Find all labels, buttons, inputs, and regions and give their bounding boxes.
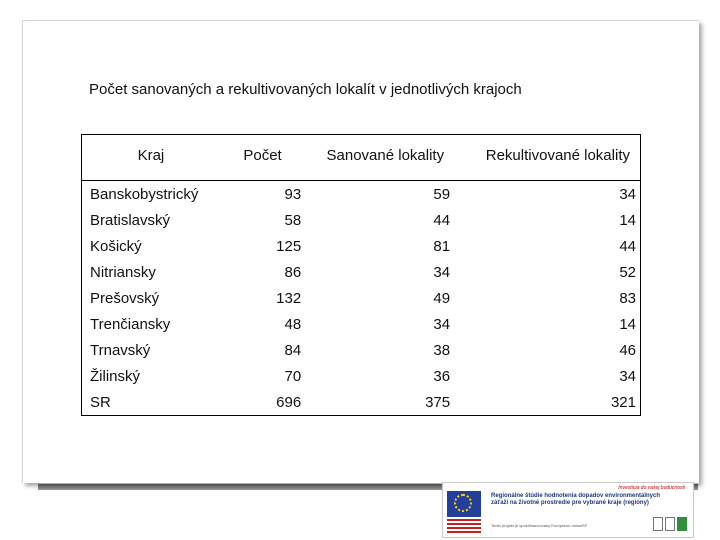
header-pocet: Počet bbox=[220, 135, 305, 181]
table-row bbox=[82, 285, 641, 311]
cell-sanovane: 44 bbox=[433, 211, 451, 229]
cell-kraj: Košický bbox=[90, 237, 142, 255]
cell-pocet: 84 bbox=[284, 341, 302, 359]
cell-rekultivovane: 44 bbox=[619, 237, 636, 255]
footer-icons bbox=[653, 517, 687, 531]
cell-sanovane: 81 bbox=[433, 237, 451, 255]
footer-project-line2: záťaží na životné prostredie pre vybrané kraje (regióny) bbox=[491, 500, 649, 506]
cell-sanovane: 49 bbox=[433, 289, 451, 307]
cell-kraj: SR bbox=[82, 389, 220, 416]
table-row bbox=[82, 233, 641, 259]
cell-kraj: Bratislavský bbox=[90, 211, 171, 229]
table-header-row bbox=[82, 135, 641, 181]
eu-flag-icon bbox=[447, 491, 481, 517]
data-table bbox=[81, 134, 641, 416]
cell-pocet: 70 bbox=[284, 367, 302, 385]
cell-sanovane: 375 bbox=[305, 389, 454, 416]
cell-rekultivovane: 46 bbox=[619, 341, 636, 359]
header-kraj: Kraj bbox=[82, 135, 220, 181]
cell-rekultivovane: 14 bbox=[619, 315, 636, 333]
cell-rekultivovane: 52 bbox=[619, 263, 636, 281]
cell-rekultivovane: 34 bbox=[619, 367, 636, 385]
table-row bbox=[82, 181, 641, 208]
table-row bbox=[82, 311, 641, 337]
footer-funding-note: Tento projekt je spolufinancovaný Európskou úniou/KF bbox=[491, 523, 588, 528]
ap-logo-icon bbox=[665, 517, 675, 531]
cell-rekultivovane: 83 bbox=[619, 289, 636, 307]
cell-rekultivovane: 321 bbox=[454, 389, 640, 416]
table-row bbox=[82, 363, 641, 389]
cell-pocet: 86 bbox=[284, 263, 302, 281]
footer-project-title bbox=[491, 493, 681, 507]
table-total-row bbox=[82, 389, 641, 416]
footer-tagline: Investícia do vašej budúcnosti bbox=[618, 485, 685, 491]
op-logo-icon bbox=[653, 517, 663, 531]
header-rekultivovane: Rekultivované lokality bbox=[454, 135, 640, 181]
cell-rekultivovane: 14 bbox=[619, 211, 636, 229]
footer-logo-panel bbox=[442, 482, 694, 538]
stripes-decoration bbox=[447, 519, 481, 533]
table-row bbox=[82, 207, 641, 233]
table-row bbox=[82, 259, 641, 285]
cell-kraj: Žilinský bbox=[90, 367, 141, 385]
cell-pocet: 58 bbox=[284, 211, 302, 229]
cell-sanovane: 36 bbox=[433, 367, 451, 385]
page-title: Počet sanovaných a rekultivovaných lokalít v jednotlivých krajoch bbox=[89, 81, 522, 98]
cell-pocet: 132 bbox=[276, 289, 302, 307]
header-sanovane: Sanované lokality bbox=[305, 135, 454, 181]
cell-sanovane: 34 bbox=[433, 263, 451, 281]
cell-pocet: 93 bbox=[284, 185, 302, 203]
cell-sanovane: 59 bbox=[433, 185, 451, 203]
cell-pocet: 696 bbox=[220, 389, 305, 416]
cell-kraj: Trnavský bbox=[90, 341, 151, 359]
cell-rekultivovane: 34 bbox=[619, 185, 636, 203]
cell-sanovane: 34 bbox=[433, 315, 451, 333]
footer-project-line1: Regionálne štúdie hodnotenia dopadov environmentálnych bbox=[491, 493, 661, 499]
cell-pocet: 125 bbox=[276, 237, 302, 255]
cell-sanovane: 38 bbox=[433, 341, 451, 359]
table-row bbox=[82, 337, 641, 363]
cell-kraj: Trenčiansky bbox=[90, 315, 171, 333]
sk-logo-icon bbox=[677, 517, 687, 531]
cell-kraj: Banskobystrický bbox=[90, 185, 199, 203]
cell-kraj: Prešovský bbox=[90, 289, 160, 307]
cell-pocet: 48 bbox=[284, 315, 302, 333]
cell-kraj: Nitriansky bbox=[90, 263, 156, 281]
